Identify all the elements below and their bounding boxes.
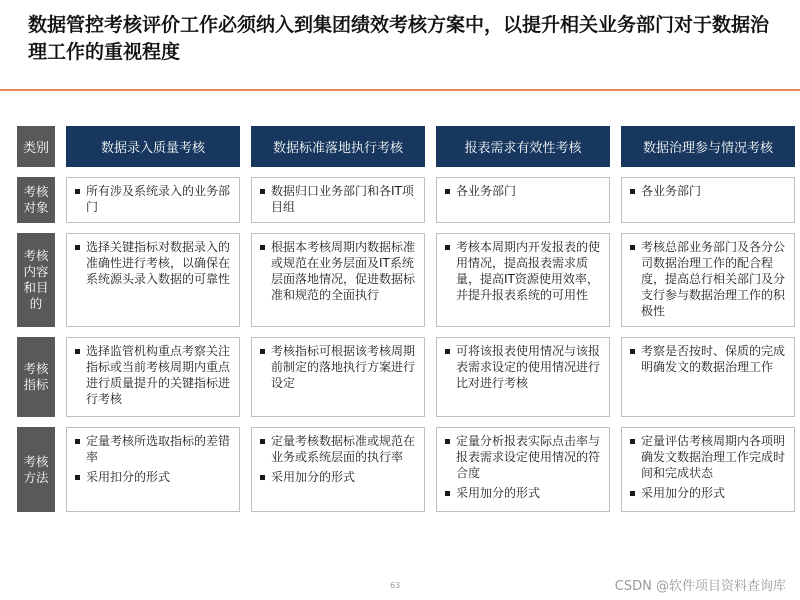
watermark: CSDN @软件项目资料查询库 <box>614 579 786 594</box>
column-header-report-effectiveness: 报表需求有效性考核 <box>436 126 610 167</box>
bullet-item: 考核指标可根据该考核周期前制定的落地执行方案进行设定 <box>260 343 418 391</box>
table-cell <box>436 233 610 327</box>
category-header: 类别 <box>17 126 55 167</box>
bullet-item: 采用扣分的形式 <box>75 469 233 485</box>
table-cell <box>66 337 240 417</box>
column-header-standard-execution: 数据标准落地执行考核 <box>251 126 425 167</box>
bullet-item: 选择关键指标对数据录入的准确性进行考核，以确保在系统源头录入数据的可靠性 <box>75 239 233 287</box>
bullet-item: 考察是否按时、保质的完成明确发文的数据治理工作 <box>630 343 788 375</box>
bullet-item: 根据本考核周期内数据标准或规范在业务层面及IT系统层面落地情况，促进数据标准和规范的全面执行 <box>260 239 418 303</box>
table-cell <box>251 337 425 417</box>
row-label: 考核对象 <box>17 177 55 223</box>
bullet-item: 数据归口业务部门和各IT项目组 <box>260 183 418 215</box>
title-divider <box>0 89 800 91</box>
bullet-item: 定量考核数据标准或规范在业务或系统层面的执行率 <box>260 433 418 465</box>
bullet-item: 各业务部门 <box>630 183 788 199</box>
bullet-list <box>630 343 788 375</box>
bullet-list <box>445 433 603 501</box>
table-cell <box>436 337 610 417</box>
bullet-item: 采用加分的形式 <box>260 469 418 485</box>
bullet-item: 定量评估考核周期内各项明确发文数据治理工作完成时间和完成状态 <box>630 433 788 481</box>
bullet-item: 选择监管机构重点考察关注指标或当前考核周期内重点进行质量提升的关键指标进行考核 <box>75 343 233 407</box>
bullet-list <box>445 239 603 303</box>
table-cell <box>621 337 795 417</box>
page-title: 数据管控考核评价工作必须纳入到集团绩效考核方案中，以提升相关业务部门对于数据治理工作的重视程度 <box>28 14 770 63</box>
bullet-item: 定量分析报表实际点击率与报表需求设定使用情况的符合度 <box>445 433 603 481</box>
table-cell <box>251 177 425 223</box>
table-cell <box>66 427 240 512</box>
bullet-list <box>630 433 788 501</box>
bullet-list <box>75 183 233 215</box>
table-cell <box>251 233 425 327</box>
bullet-list <box>445 183 603 199</box>
bullet-list <box>260 183 418 215</box>
bullet-item: 所有涉及系统录入的业务部门 <box>75 183 233 215</box>
table-cell <box>621 233 795 327</box>
column-header-data-entry-quality: 数据录入质量考核 <box>66 126 240 167</box>
bullet-item: 考核总部业务部门及各分公司数据治理工作的配合程度，提高总行相关部门及分支行参与数据治理工作的积极性 <box>630 239 788 319</box>
bullet-list <box>75 239 233 287</box>
bullet-item: 定量考核所选取指标的差错率 <box>75 433 233 465</box>
bullet-item: 采用加分的形式 <box>445 485 603 501</box>
bullet-item: 采用加分的形式 <box>630 485 788 501</box>
column-header-governance-participation: 数据治理参与情况考核 <box>621 126 795 167</box>
row-label: 考核方法 <box>17 427 55 512</box>
bullet-list <box>630 183 788 199</box>
page-number: 63 <box>390 581 401 590</box>
bullet-list <box>260 433 418 485</box>
bullet-list <box>630 239 788 319</box>
table-cell <box>621 177 795 223</box>
row-label: 考核内容和目的 <box>17 233 55 327</box>
bullet-list <box>445 343 603 391</box>
table-cell <box>436 427 610 512</box>
bullet-list <box>260 239 418 303</box>
bullet-list <box>260 343 418 391</box>
bullet-list <box>75 433 233 485</box>
table-cell <box>436 177 610 223</box>
bullet-list <box>75 343 233 407</box>
assessment-table <box>17 126 795 512</box>
table-cell <box>66 233 240 327</box>
bullet-item: 各业务部门 <box>445 183 603 199</box>
row-label: 考核指标 <box>17 337 55 417</box>
bullet-item: 可将该报表使用情况与该报表需求设定的使用情况进行比对进行考核 <box>445 343 603 391</box>
table-cell <box>66 177 240 223</box>
bullet-item: 考核本周期内开发报表的使用情况，提高报表需求质量，提高IT资源使用效率，并提升报表系统的可用性 <box>445 239 603 303</box>
table-cell <box>251 427 425 512</box>
table-cell <box>621 427 795 512</box>
